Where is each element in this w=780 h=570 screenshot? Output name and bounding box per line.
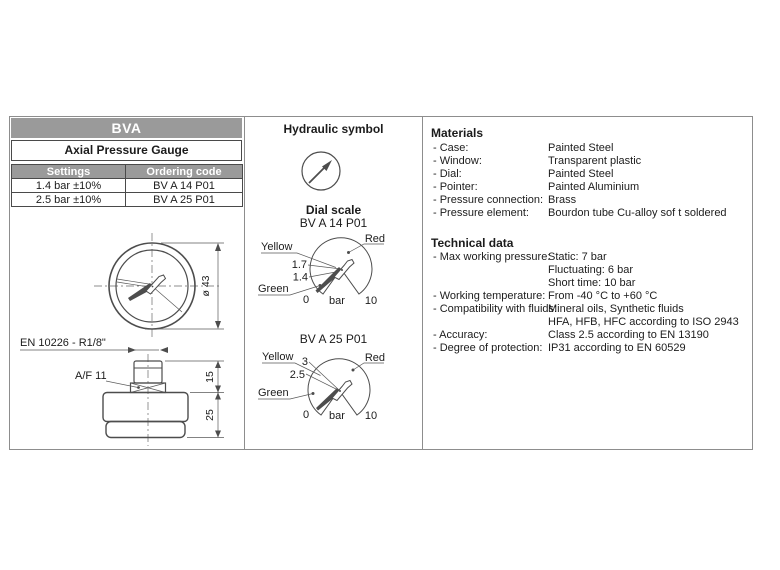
technical-row <box>433 342 748 354</box>
material-label: - Window: <box>433 155 482 167</box>
green-leader-dot <box>319 284 322 287</box>
gauge-side-view <box>20 337 224 446</box>
technical-value: Fluctuating: 6 bar <box>548 264 633 276</box>
symbol-arrow-shaft <box>309 167 325 183</box>
ordering-code-value: BV A 25 P01 <box>126 193 243 207</box>
materials-title: Materials <box>431 126 484 140</box>
technical-row <box>433 264 748 276</box>
scale-unit: bar <box>329 295 345 307</box>
material-label: - Case: <box>433 142 469 154</box>
technical-value: Short time: 10 bar <box>548 277 636 289</box>
material-label: - Pressure connection: <box>433 194 544 206</box>
thread-width-arrow-right <box>160 347 168 353</box>
red-leader-dot <box>347 251 350 254</box>
table-row <box>12 193 243 207</box>
thread-width-arrow-left <box>128 347 136 353</box>
tick-value-lower: 1.4 <box>292 271 308 284</box>
needle-tail-line <box>117 279 152 285</box>
col-header-ordering-code: Ordering code <box>126 165 243 179</box>
setting-value: 2.5 bar ±10% <box>12 193 126 207</box>
col-header-settings: Settings <box>12 165 126 179</box>
technical-data-title: Technical data <box>431 236 514 250</box>
technical-label <box>433 277 548 289</box>
material-value: Transparent plastic <box>548 155 642 167</box>
diameter-label: ø 43 <box>200 275 212 297</box>
zone-label-green: Green <box>258 283 289 295</box>
dim-arrow-down <box>215 321 221 329</box>
technical-value: IP31 according to EN 60529 <box>548 342 686 354</box>
technical-row <box>433 277 748 289</box>
material-value: Brass <box>548 194 577 206</box>
red-leader-dot <box>352 369 355 372</box>
technical-label: - Max working pressure: <box>433 251 551 263</box>
green-leader-dot <box>312 392 315 395</box>
hub-center-dot <box>152 286 154 288</box>
flats-leader-dot <box>137 386 140 389</box>
gauge-technical-drawing <box>9 211 245 450</box>
thread-height-dim: 15 <box>204 371 216 383</box>
technical-row <box>433 251 748 263</box>
dim-arrow <box>215 361 221 368</box>
table-header-row <box>12 165 243 179</box>
technical-label: - Working temperature: <box>433 290 546 302</box>
dial-model-1: BV A 14 P01 <box>299 216 368 230</box>
table-row <box>12 179 243 193</box>
scale-unit: bar <box>329 410 345 422</box>
zone-label-red: Red <box>364 233 385 245</box>
setting-value: 1.4 bar ±10% <box>12 179 126 193</box>
hub-dot <box>339 390 341 392</box>
gauge-front-view <box>94 233 224 338</box>
technical-label: - Accuracy: <box>433 329 488 341</box>
pressure-gauge-symbol-icon <box>302 152 340 190</box>
technical-value: Class 2.5 according to EN 13190 <box>548 329 709 341</box>
technical-value: HFA, HFB, HFC according to ISO 2943 <box>548 316 739 328</box>
material-value: Painted Steel <box>548 168 614 180</box>
material-value: Painted Aluminium <box>548 181 640 193</box>
hub-dot <box>341 269 343 271</box>
zone-label-yellow: Yellow <box>262 351 294 363</box>
zone-label-red: Red <box>364 352 385 364</box>
technical-value: From -40 °C to +60 °C <box>548 290 658 302</box>
material-label: - Pointer: <box>433 181 478 193</box>
body-height-dim: 25 <box>204 409 216 421</box>
dial-scale-1 <box>258 233 385 307</box>
dim-arrow <box>215 431 221 438</box>
dim-arrow <box>215 393 221 400</box>
zone-label-green: Green <box>258 387 289 399</box>
column-divider-right <box>422 117 423 449</box>
technical-value: Mineral oils, Synthetic fluids <box>548 303 684 315</box>
hydraulic-symbol-title: Hydraulic symbol <box>283 122 384 136</box>
material-label: - Dial: <box>433 168 462 180</box>
material-row <box>433 194 748 206</box>
material-row <box>433 155 748 167</box>
scale-max: 10 <box>364 295 378 307</box>
gauge-flange <box>106 422 185 438</box>
material-label: - Pressure element: <box>433 207 529 219</box>
material-value: Painted Steel <box>548 142 614 154</box>
technical-label <box>433 316 548 328</box>
zone-label-yellow: Yellow <box>261 241 293 253</box>
technical-label: - Compatibility with fluids: <box>433 303 558 315</box>
dial-diagrams <box>245 116 422 450</box>
technical-row <box>433 303 748 315</box>
material-row <box>433 181 748 193</box>
flats-label: A/F 11 <box>75 370 107 382</box>
dial-stop-line <box>152 286 182 312</box>
material-row <box>433 207 748 219</box>
scale-min: 0 <box>302 294 310 306</box>
technical-label: - Degree of protection: <box>433 342 543 354</box>
material-value: Bourdon tube Cu-alloy sof t soldered <box>548 207 727 219</box>
technical-row <box>433 316 748 328</box>
gauge-body <box>103 393 188 422</box>
thread-standard-label: EN 10226 - R1/8" <box>20 337 106 349</box>
technical-row <box>433 329 748 341</box>
scale-min: 0 <box>302 409 310 421</box>
dial-scale-title: Dial scale <box>305 203 362 217</box>
technical-label <box>433 264 548 276</box>
dial-scale-2 <box>258 351 385 422</box>
tick-value-lower: 2.5 <box>289 369 305 381</box>
ordering-code-value: BV A 14 P01 <box>126 179 243 193</box>
dial-model-2: BV A 25 P01 <box>299 332 368 346</box>
ordering-table <box>11 164 243 207</box>
technical-row <box>433 290 748 302</box>
scale-max: 10 <box>364 410 378 422</box>
material-row <box>433 142 748 154</box>
series-header: BVA <box>11 118 242 138</box>
technical-value: Static: 7 bar <box>548 251 607 263</box>
tick-value-upper: 1.7 <box>291 259 307 271</box>
dim-arrow-up <box>215 243 221 251</box>
dim-arrow <box>215 386 221 393</box>
dial-face <box>308 359 370 415</box>
flats-leader-line <box>106 381 138 388</box>
tick-value-upper: 3 <box>301 356 308 368</box>
product-title: Axial Pressure Gauge <box>11 140 242 161</box>
material-row <box>433 168 748 180</box>
